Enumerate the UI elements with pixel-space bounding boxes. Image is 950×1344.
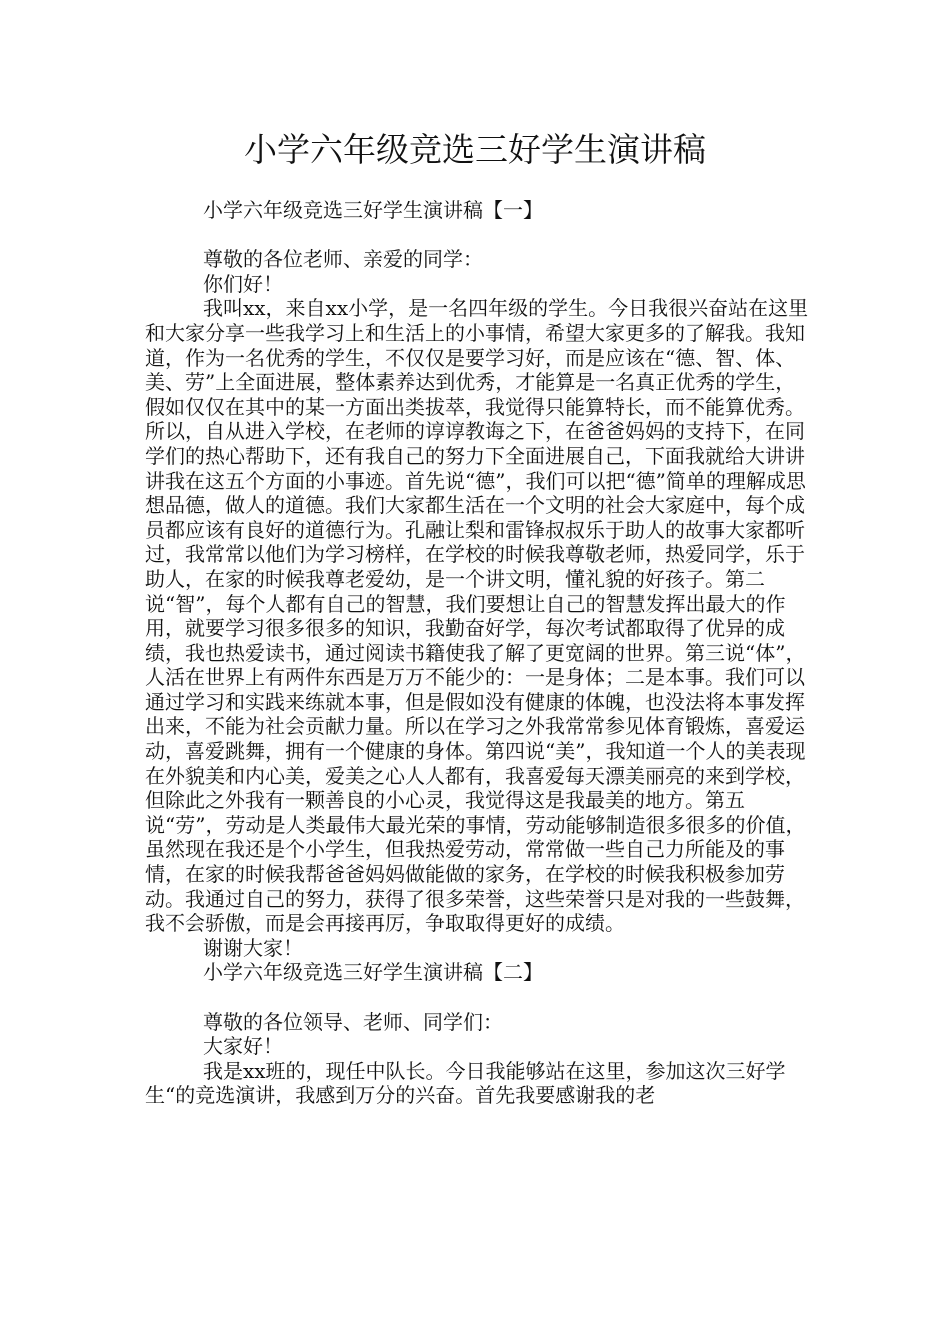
speech-1-salutation: 尊敬的各位老师、亲爱的同学： bbox=[203, 247, 483, 272]
speech-2-greeting: 大家好！ bbox=[203, 1034, 283, 1059]
document-body bbox=[145, 198, 815, 1108]
blank-line bbox=[145, 223, 815, 248]
speech-2-salutation: 尊敬的各位领导、老师、同学们： bbox=[203, 1009, 503, 1034]
speech-1-body: 我叫xx，来自xx小学，是一名四年级的学生。今日我很兴奋站在这里和大家分享一些我学习上和生活上的小事情，希望大家更多的了解我。我知道，作为一名优秀的学生，不仅仅是要学习好，而是应该在“德、智、体、美、劳”上全面进展，整体素养达到优秀，才能算是一名真正优秀的学生，假如仅仅在其中的某一方面出类拔萃，我觉得只能算特长，而不能算优秀。所以，自从进入学校，在老师的谆谆教诲之下，在爸爸妈妈的支持下，在同学们的热心帮助下，还有我自己的努力下全面进展自己，下面我就给大讲讲讲我在这五个方面的小事迹。首先说“德”，我们可以把“德”简单的理解成思想品德，做人的道德。我们大家都生活在一个文明的社会大家庭中，每个成员都应该有良好的道德行为。孔融让梨和雷锋叔叔乐于助人的故事大家都听过，我常常以他们为学习榜样，在学校的时候我尊敬老师，热爱同学，乐于助人，在家的时候我尊老爱幼，是一个讲文明，懂礼貌的好孩子。第二说“智”，每个人都有自己的智慧，我们要想让自己的智慧发挥出最大的作用，就要学习很多很多的知识，我勤奋好学，每次考试都取得了优异的成绩，我也热爱读书，通过阅读书籍使我了解了更宽阔的世界。第三说“体”，人活在世界上有两件东西是万万不能少的：一是身体；二是本事。我们可以通过学习和实践来练就本事，但是假如没有健康的体魄，也没法将本事发挥出来，不能为社会贡献力量。所以在学习之外我常常参见体育锻炼，喜爱运动，喜爱跳舞，拥有一个健康的身体。第四说“美”，我知道一个人的美表现在外貌美和内心美，爱美之心人人都有，我喜爱每天漂美丽亮的来到学校，但除此之外我有一颗善良的小心灵，我觉得这是我最美的地方。第五说“劳”，劳动是人类最伟大最光荣的事情，劳动能够制造很多很多的价值，虽然现在我还是个小学生，但我热爱劳动，常常做一些自己力所能及的事情，在家的时候我帮爸爸妈妈做能做的家务，在学校的时候我积极参加劳动。我通过自己的努力，获得了很多荣誉，这些荣誉只是对我的一些鼓舞，我不会骄傲，而是会再接再厉，争取取得更好的成绩。 bbox=[145, 296, 809, 936]
speech-1-greeting: 你们好！ bbox=[203, 271, 283, 296]
blank-line bbox=[145, 985, 815, 1010]
speech-2-body: 我是xx班的，现任中队长。今日我能够站在这里，参加这次三好学生“的竞选演讲，我感到万分的兴奋。首先我要感谢我的老 bbox=[145, 1058, 786, 1108]
speech-2-heading: 小学六年级竞选三好学生演讲稿【二】 bbox=[203, 960, 543, 985]
speech-1-heading: 小学六年级竞选三好学生演讲稿【一】 bbox=[203, 198, 543, 222]
document-title: 小学六年级竞选三好学生演讲稿 bbox=[244, 130, 706, 169]
speech-1-closing: 谢谢大家！ bbox=[203, 935, 303, 960]
